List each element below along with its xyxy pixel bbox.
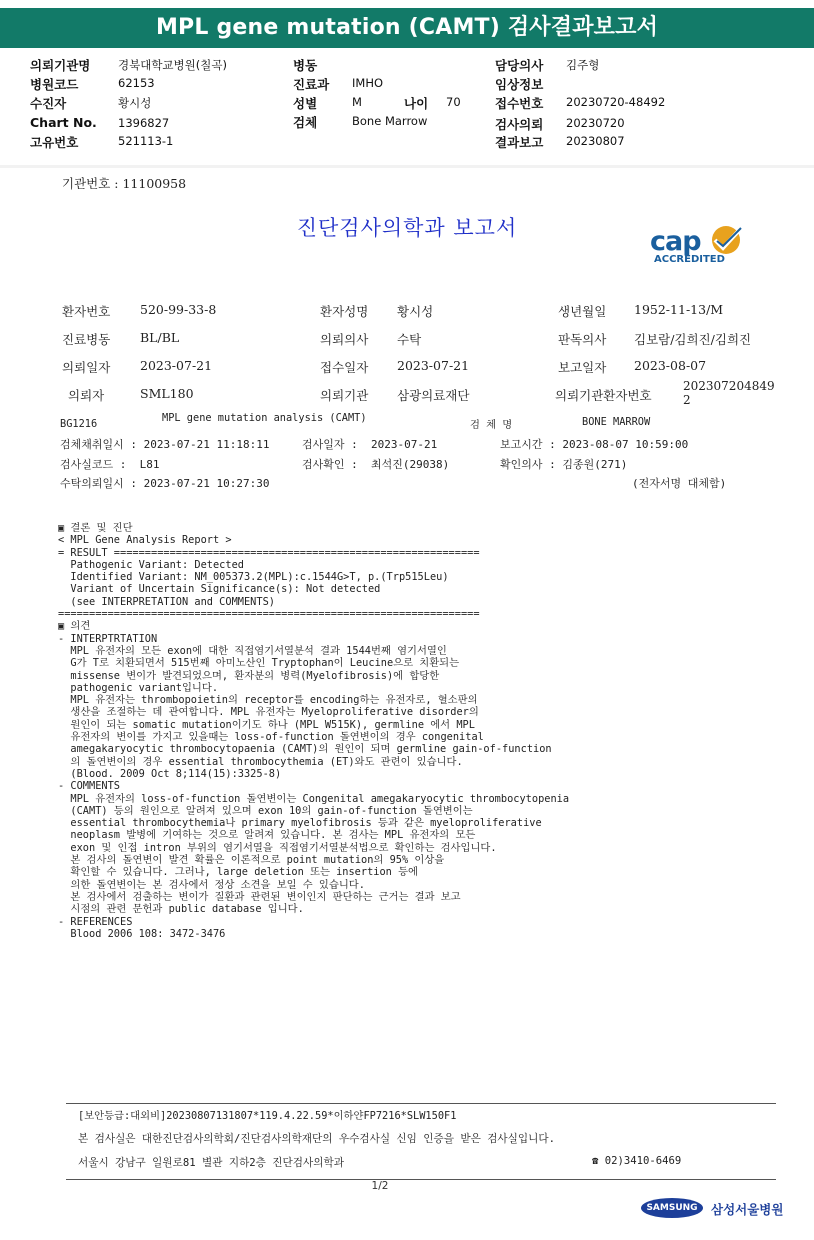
- test-code: BG1216: [60, 418, 98, 430]
- interpretation-text: 원인이 되는 somatic mutation이기도 하나 (MPL W515K), germline 에서 MPL: [58, 718, 475, 731]
- electronic-signature-note: (전자서명 대체함): [632, 477, 727, 490]
- value-requesting-doctor: 수탁: [397, 332, 422, 347]
- value-patient-no: 520-99-33-8: [140, 302, 217, 317]
- report-title: 진단검사의학과 보고서: [296, 216, 518, 240]
- value-department: IMHO: [352, 76, 384, 90]
- value-sex: M: [352, 95, 362, 109]
- value-report-date: 2023-08-07: [634, 358, 707, 373]
- section-heading-opinion: ▣ 의견: [58, 620, 91, 633]
- value-reading-doctor: 김보람/김희진/김희진: [634, 332, 752, 347]
- label-clinic-ward: 진료병동: [62, 332, 111, 347]
- label-clinical-info: 임상정보: [495, 77, 544, 92]
- reference-item: Blood 2006 108: 3472-3476: [58, 927, 226, 940]
- specimen-value: BONE MARROW: [582, 416, 651, 428]
- test-date: 검사일자 : 2023-07-21: [302, 438, 438, 451]
- comments-text: 시점의 관련 문헌과 public database 입니다.: [58, 903, 304, 916]
- interpretation-text: MPL 유전자의 모든 exon에 대한 직접염기서열분석 결과 1544번째 염기서열인: [58, 644, 447, 657]
- value-attending-doctor: 김주형: [566, 58, 600, 72]
- label-birth-date: 생년월일: [558, 304, 607, 319]
- collection-datetime: 검체채취일시 : 2023-07-21 11:18:11: [60, 438, 270, 451]
- references-heading: - REFERENCES: [58, 915, 133, 928]
- value-age: 70: [446, 95, 461, 109]
- comments-text: MPL 유전자의 loss-of-function 돌연변이는 Congenital amegakaryocytic thrombocytopenia: [58, 792, 570, 805]
- value-patient-name: 황시성: [118, 96, 152, 110]
- label-attending-doctor: 담당의사: [495, 58, 544, 73]
- report-time: 보고시간 : 2023-08-07 10:59:00: [500, 438, 689, 451]
- label-result-report: 결과보고: [495, 135, 544, 150]
- report-banner-title: MPL gene mutation (CAMT) 검사결과보고서: [0, 8, 814, 48]
- comments-text: 확인할 수 있습니다. 그러나, large deletion 또는 insertion 등에: [58, 866, 418, 879]
- value-accession-no: 20230720-48492: [566, 95, 666, 109]
- result-footer: ====================================================================: [58, 608, 480, 621]
- value-requesting-institution: 경북대학교병원(칠곡): [118, 58, 227, 72]
- comments-text: neoplasm 발병에 기여하는 것으로 알려져 있습니다. 본 검사는 MPL 유전자의 모든: [58, 829, 476, 842]
- identified-variant: Identified Variant: NM_005373.2(MPL):c.1544G>T, p.(Trp515Leu): [58, 571, 449, 584]
- label-ward: 병동: [293, 58, 318, 73]
- vus-result: Variant of Uncertain Significance(s): Not detected: [58, 583, 381, 596]
- value-patient-fullname: 황시성: [397, 304, 434, 319]
- label-patient-no: 환자번호: [62, 304, 111, 319]
- test-confirmer: 검사확인 : 최석진(29038): [302, 458, 450, 471]
- section-heading-conclusion: ▣ 결론 및 진단: [58, 522, 133, 534]
- value-receipt-date: 2023-07-21: [397, 358, 470, 373]
- footer-divider: [66, 1103, 776, 1104]
- label-requesting-institution: 의뢰기관명: [30, 58, 91, 73]
- label-age: 나이: [404, 96, 429, 111]
- interpretation-text: missense 변이가 발견되었으며, 환자분의 병력(Myelofibrosis)에 합당한: [58, 669, 440, 682]
- comments-text: 본 검사에서 검출하는 변이가 질환과 관련된 변이인지 판단하는 근거는 결과 보고: [58, 890, 461, 903]
- interpretation-text: 생산을 조절하는 데 관여합니다. MPL 유전자는 Myeloproliferative disorder의: [58, 706, 479, 719]
- samsung-medical-center-logo: [641, 1196, 784, 1222]
- outsource-request-datetime: 수탁의뢰일시 : 2023-07-21 10:27:30: [60, 477, 270, 490]
- report-subtitle: < MPL Gene Analysis Report >: [58, 534, 232, 547]
- interpretation-text: 유전자의 변이를 가지고 있을때는 loss-of-function 돌연변이의 경우 congenital: [58, 731, 484, 744]
- label-requesting-doctor: 의뢰의사: [320, 332, 369, 347]
- comments-heading: - COMMENTS: [58, 780, 120, 793]
- pathogenic-variant: Pathogenic Variant: Detected: [58, 558, 244, 571]
- value-clinic-ward: BL/BL: [140, 330, 180, 345]
- comments-text: exon 및 인접 intron 부위의 염기서열을 직접염기서열분석법으로 확인하는 검사입니다.: [58, 841, 497, 854]
- label-patient-name: 수진자: [30, 96, 67, 111]
- comments-text: essential thrombocythemia나 primary myelofibrosis 등과 같은 myeloproliferative: [58, 817, 542, 830]
- value-birth-date: 1952-11-13/M: [634, 302, 724, 317]
- value-specimen: Bone Marrow: [352, 114, 428, 128]
- samsung-badge: SAMSUNG: [641, 1198, 703, 1218]
- test-name: MPL gene mutation analysis (CAMT): [162, 412, 367, 424]
- security-line: [보안등급:대외비]20230807131807*119.4.22.59*이하얀FP7216*SLW150F1: [78, 1110, 457, 1122]
- see-interpretation: (see INTERPRETATION and COMMENTS): [58, 595, 275, 608]
- interpretation-text: pathogenic variant입니다.: [58, 681, 219, 694]
- interpretation-text: G가 T로 치환되면서 515번째 아미노산인 Tryptophan이 Leucine으로 치환되는: [58, 657, 460, 670]
- separator: [0, 165, 814, 168]
- label-agency-patient-no: 의뢰기관환자번호: [555, 388, 652, 403]
- value-requester: SML180: [140, 386, 194, 401]
- value-result-report: 20230807: [566, 134, 625, 148]
- label-requesting-agency: 의뢰기관: [320, 388, 369, 403]
- label-unique-no: 고유번호: [30, 135, 79, 150]
- certification-line: 본 검사실은 대한진단검사의학회/진단검사의학재단의 우수검사실 신임 인증을 받은 검사실입니다.: [78, 1133, 555, 1145]
- result-header: = RESULT ===========================================================: [58, 546, 480, 559]
- value-unique-no: 521113-1: [118, 134, 174, 148]
- lab-code: 검사실코드 : L81: [60, 458, 160, 471]
- cap-accredited-text: ACCREDITED: [654, 254, 725, 265]
- label-request-date: 의뢰일자: [62, 360, 111, 375]
- institution-number: 기관번호 : 11100958: [62, 176, 187, 191]
- label-sex: 성별: [293, 96, 318, 111]
- cap-accredited-logo: [650, 222, 750, 268]
- interpretation-text: amegakaryocytic thrombocytopaenia (CAMT)의 원인이 되며 germline gain-of-function: [58, 743, 552, 756]
- label-specimen: 검체: [293, 115, 318, 130]
- lab-phone: ☎ 02)3410-6469: [592, 1155, 682, 1167]
- label-accession-no: 접수번호: [495, 96, 544, 111]
- label-report-date: 보고일자: [558, 360, 607, 375]
- hospital-name: 삼성서울병원: [711, 1202, 784, 1217]
- label-receipt-date: 접수일자: [320, 360, 369, 375]
- cap-checkmark-icon: [706, 222, 748, 258]
- interpretation-text: 의 돌연변이의 경우 essential thrombocythemia (ET)와도 관련이 있습니다.: [58, 755, 463, 768]
- page-number: 1/2: [371, 1180, 389, 1192]
- value-requesting-agency: 삼광의료재단: [397, 388, 470, 403]
- label-chart-no: Chart No.: [30, 115, 97, 130]
- label-department: 진료과: [293, 77, 330, 92]
- specimen-label: 검 체 명: [470, 419, 513, 431]
- label-hospital-code: 병원코드: [30, 77, 79, 92]
- value-hospital-code: 62153: [118, 76, 155, 90]
- lab-address: 서울시 강남구 일원로81 별관 지하2층 진단검사의학과: [78, 1157, 344, 1169]
- value-request-date: 2023-07-21: [140, 358, 213, 373]
- comments-text: 본 검사의 돌연변이 발견 확률은 이론적으로 point mutation의 95% 이상을: [58, 854, 445, 867]
- comments-text: (CAMT) 등의 원인으로 알려져 있으며 exon 10의 gain-of-function 돌연변이는: [58, 804, 473, 817]
- report-body: [58, 522, 798, 940]
- value-test-request: 20230720: [566, 116, 625, 130]
- value-agency-patient-no: 2023072048492: [683, 379, 775, 407]
- confirming-doctor: 확인의사 : 김종원(271): [500, 458, 628, 471]
- label-test-request: 검사의뢰: [495, 117, 544, 132]
- label-requester: 의뢰자: [68, 388, 105, 403]
- value-chart-no: 1396827: [118, 116, 170, 130]
- label-patient-fullname: 환자성명: [320, 304, 369, 319]
- interpretation-heading: - INTERPTRTATION: [58, 632, 158, 645]
- label-reading-doctor: 판독의사: [558, 332, 607, 347]
- interpretation-citation: (Blood. 2009 Oct 8;114(15):3325-8): [58, 767, 282, 780]
- interpretation-text: MPL 유전자는 thrombopoietin의 receptor를 encoding하는 유전자로, 혈소판의: [58, 694, 478, 707]
- report-footer: [66, 1103, 776, 1183]
- cap-logo-text: cap: [650, 226, 701, 257]
- comments-text: 의한 돌연변이는 본 검사에서 정상 소견을 보일 수 있습니다.: [58, 878, 365, 891]
